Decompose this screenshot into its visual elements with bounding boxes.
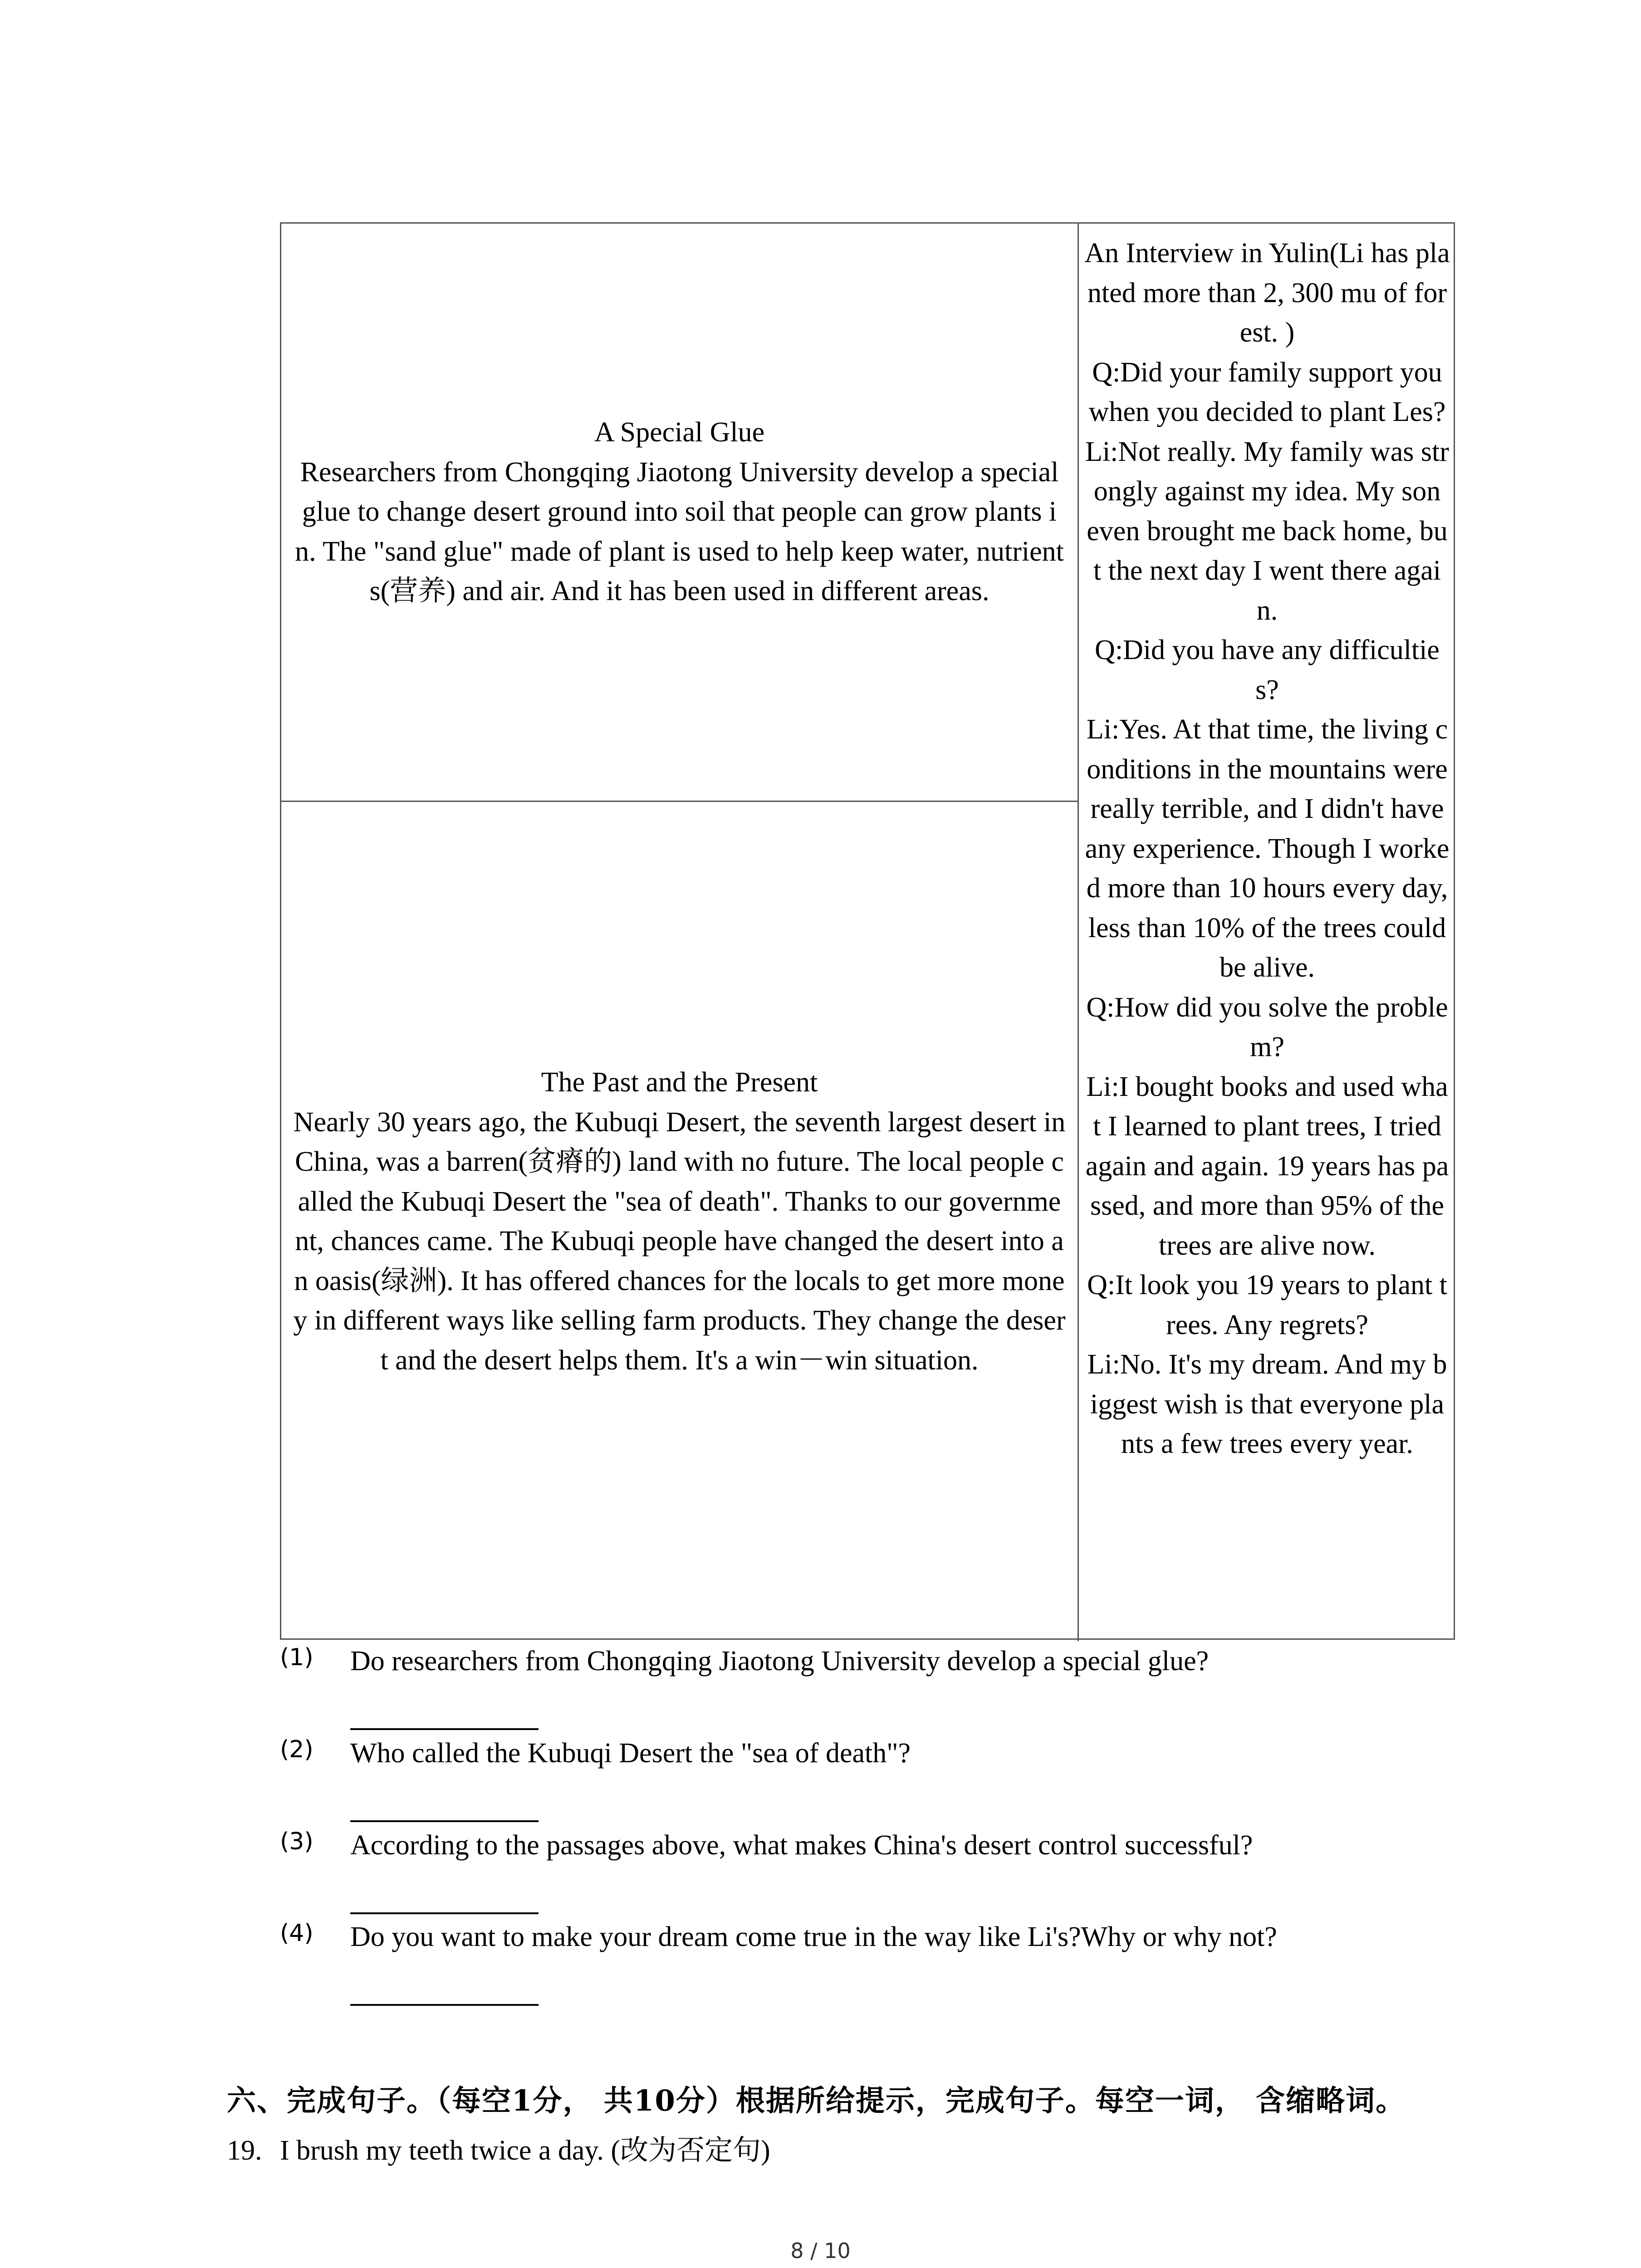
interview-line: Li:No. It's my dream. And my biggest wish is that everyone plants a few trees every year. (1087, 1349, 1447, 1459)
question-number: (1) (280, 1644, 314, 1671)
interview-line: Li:I bought books and used what I learned to plant trees, I tried again and again. 19 years has passed, and more than 95% of the trees are alive now. (1085, 1071, 1449, 1261)
answer-blank[interactable] (350, 1728, 539, 1730)
passage-special-glue (281, 224, 1079, 802)
passage-past-and-present (281, 802, 1079, 1641)
reading-table (280, 222, 1455, 1640)
item-text: I brush my teeth twice a day. (改为否定句) (280, 2135, 770, 2166)
passage-interview (1079, 224, 1455, 1641)
interview-line: Li:Yes. At that time, the living conditions in the mountains were really terrible, and I didn't have any experience. Though I worked more than 10 hours every day, less than 10% of the trees could be alive. (1085, 714, 1450, 983)
passage-body: Researchers from Chongqing Jiaotong University develop a special glue to change desert ground into soil that people can grow plants in. The "sand glue" made of plant is used to help keep water, nutrients(营养) and air. And it has been used in different areas. (295, 456, 1064, 607)
exercise-item-19 (227, 2127, 770, 2168)
interview-line: Q:How did you solve the problem? (1086, 992, 1448, 1062)
interview-line: Q:Did your family support you when you decided to plant Les? (1088, 357, 1446, 427)
question-number: (2) (280, 1736, 314, 1763)
section-heading: 六、完成句子。（每空1分， 共10分）根据所给提示，完成句子。每空一词， 含缩略词。 (227, 2084, 1406, 2118)
answer-blank[interactable] (350, 1820, 539, 1822)
passage-title: The Past and the Present (541, 1067, 818, 1098)
question-text: Do you want to make your dream come true in the way like Li's?Why or why not? (350, 1921, 1277, 1952)
passage-title: A Special Glue (594, 417, 765, 448)
question-text: Who called the Kubuqi Desert the "sea of death"? (350, 1738, 911, 1769)
interview-line: Li:Not really. My family was strongly against my idea. My son even brought me back home, but the next day I went there again. (1085, 436, 1449, 626)
interview-line: Q:It look you 19 years to plant trees. Any regrets? (1087, 1270, 1447, 1340)
question-text: Do researchers from Chongqing Jiaotong University develop a special glue? (350, 1646, 1209, 1677)
passage-body: Nearly 30 years ago, the Kubuqi Desert, the seventh largest desert in China, was a barren(贫瘠的) land with no future. The local people called the Kubuqi Desert the "sea of death". Thanks to our government, chances came. The Kubuqi people have changed the desert into an oasis(绿洲). It has offered chances for the locals to get more money in different ways like selling farm products. They change the desert and the desert helps them. It's a win－win situation. (293, 1106, 1066, 1376)
question-number: (4) (280, 1920, 314, 1947)
passage-title: An Interview in Yulin(Li has planted more than 2, 300 mu of forest. ) (1084, 238, 1450, 348)
question-number: (3) (280, 1828, 314, 1855)
answer-blank[interactable] (350, 1912, 539, 1914)
item-number: 19. (227, 2135, 262, 2166)
question-text: According to the passages above, what makes China's desert control successful? (350, 1830, 1253, 1861)
answer-blank[interactable] (350, 2004, 539, 2006)
interview-line: Q:Did you have any difficulties? (1095, 635, 1440, 705)
page-number: 8 / 10 (790, 2239, 851, 2263)
